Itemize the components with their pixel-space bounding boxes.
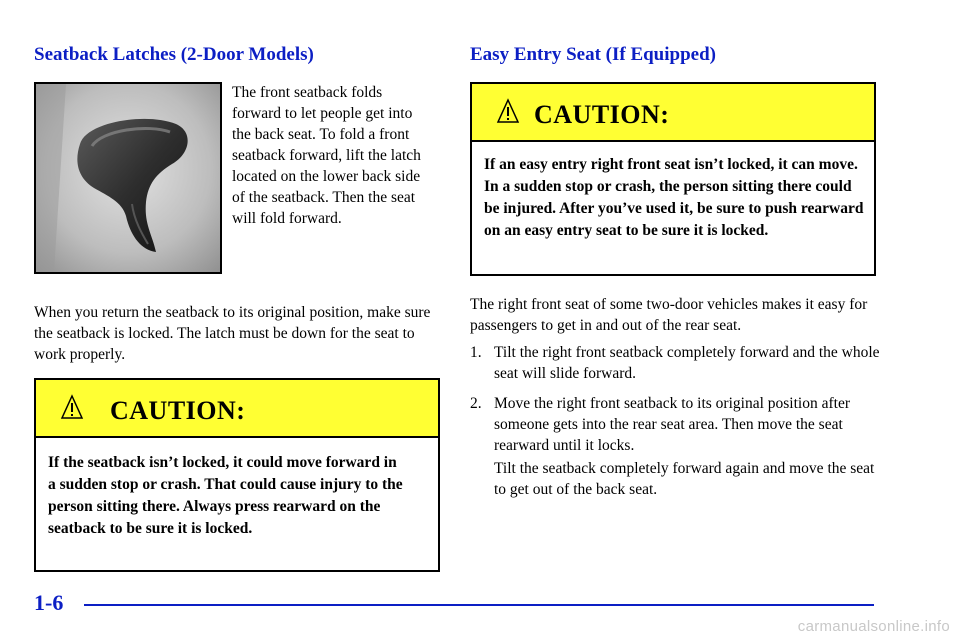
caution-box-seatback — [34, 378, 440, 572]
step-text: Move the right front seatback to its original position after someone gets into the rear seat area. Then move the seat rearward until it locks. — [494, 395, 850, 454]
easy-entry-intro: The right front seat of some two-door vehicles makes it easy for passengers to get in and out of the rear seat. — [470, 296, 868, 334]
seatback-fold-instructions: The front seatback folds forward to let people get into the back seat. To fold a front seatback forward, lift the latch located on the lower back side of the seatback. Then the seat will fold forward. — [232, 84, 421, 227]
caution-text: If the seatback isn’t locked, it could move forward in a sudden stop or crash. That could cause injury to the person sitting there. Always press rearward on the seatback to be sure it is locked. — [48, 454, 403, 537]
caution-banner — [36, 380, 438, 438]
caution-text: If an easy entry right front seat isn’t locked, it can move. In a sudden stop or crash, the person sitting there could be injured. After you’ve used it, be sure to push rearward on an easy entry seat to be sure it is locked. — [484, 156, 864, 239]
caution-title: CAUTION: — [110, 396, 246, 425]
step-number: 1. — [470, 344, 482, 361]
caution-banner — [472, 84, 874, 142]
step-text: Tilt the right front seatback completely forward and the whole seat will slide forward. — [494, 344, 880, 382]
warning-icon — [496, 98, 520, 126]
section-heading-easy-entry: Easy Entry Seat (If Equipped) — [470, 44, 716, 65]
easy-entry-exit-text: Tilt the seatback completely forward again and move the seat to get out of the back seat. — [494, 460, 875, 498]
seatback-return-text: When you return the seatback to its original position, make sure the seatback is locked. The latch must be down for the seat to work properly. — [34, 304, 431, 363]
warning-icon — [60, 394, 84, 422]
section-heading-seatback-latches: Seatback Latches (2-Door Models) — [34, 44, 314, 65]
footer-rule — [84, 604, 874, 606]
caution-box-easy-entry — [470, 82, 876, 276]
step-item — [470, 393, 880, 456]
watermark: carmanualsonline.info — [797, 618, 950, 635]
step-item — [470, 342, 880, 384]
easy-entry-steps — [470, 342, 880, 465]
page-number: 1-6 — [34, 590, 64, 615]
seatback-latch-photo — [34, 82, 222, 274]
caution-title: CAUTION: — [534, 100, 670, 129]
step-number: 2. — [470, 395, 482, 412]
